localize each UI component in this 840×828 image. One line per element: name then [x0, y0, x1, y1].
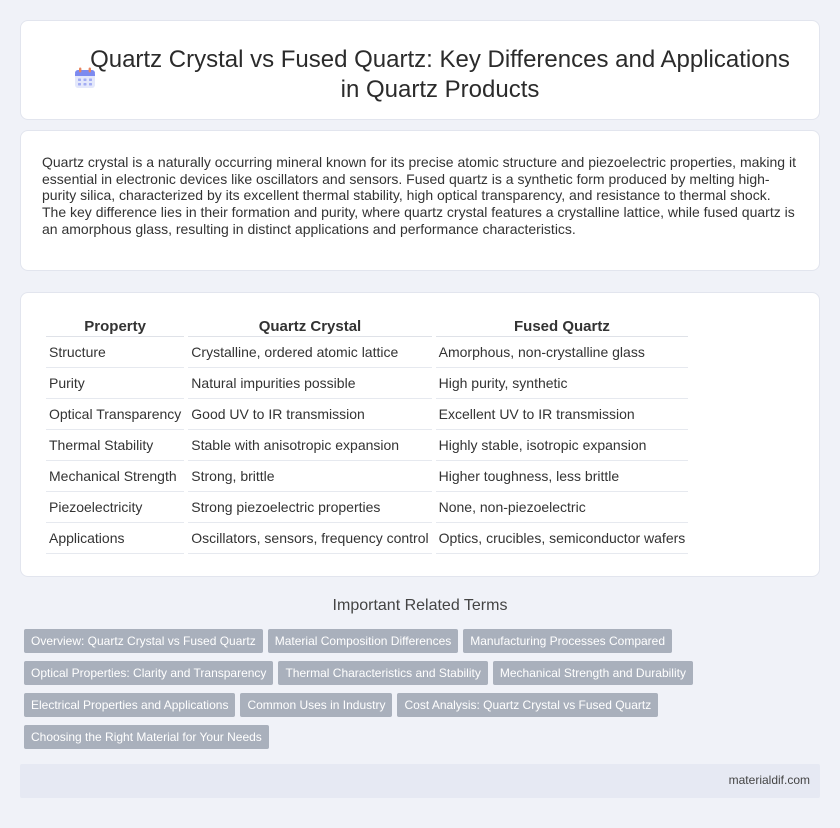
page-title: Quartz Crystal vs Fused Quartz: Key Differences and Applications in Quartz Products	[90, 46, 790, 103]
cell-property: Optical Transparency	[46, 399, 184, 430]
table-row	[46, 461, 688, 492]
table-row	[46, 337, 688, 368]
intro-paragraph: Quartz crystal is a naturally occurring mineral known for its precise atomic structure and piezoelectric properties, making it essential in electronic devices like oscillators and sensors. Fused quartz is a synthetic form produced by melting high-purity silica, characterized by its excellent thermal stability, high optical transparency, and resistance to thermal shock. The key difference lies in their formation and purity, where quartz crystal features a crystalline lattice, while fused quartz is an amorphous glass, resulting in distinct applications and performance characteristics.	[42, 154, 796, 237]
table-row	[46, 523, 688, 554]
col-header-quartz-crystal: Quartz Crystal	[188, 316, 431, 337]
cell-fused-quartz: Highly stable, isotropic expansion	[436, 430, 689, 461]
related-terms-tags	[24, 629, 814, 757]
footer	[20, 764, 820, 798]
tag-mechanical-strength[interactable]: Mechanical Strength and Durability	[493, 661, 693, 685]
cell-property: Applications	[46, 523, 184, 554]
table-header-row	[46, 316, 688, 337]
col-header-property: Property	[46, 316, 184, 337]
tag-optical-properties[interactable]: Optical Properties: Clarity and Transparency	[24, 661, 273, 685]
cell-quartz-crystal: Good UV to IR transmission	[188, 399, 431, 430]
cell-property: Thermal Stability	[46, 430, 184, 461]
col-header-fused-quartz: Fused Quartz	[436, 316, 689, 337]
tag-overview[interactable]: Overview: Quartz Crystal vs Fused Quartz	[24, 629, 263, 653]
cell-fused-quartz: Amorphous, non-crystalline glass	[436, 337, 689, 368]
footer-site-link[interactable]: materialdif.com	[728, 773, 810, 787]
cell-quartz-crystal: Natural impurities possible	[188, 368, 431, 399]
cell-fused-quartz: Excellent UV to IR transmission	[436, 399, 689, 430]
cell-quartz-crystal: Strong piezoelectric properties	[188, 492, 431, 523]
intro-card	[20, 130, 820, 271]
comparison-card	[20, 292, 820, 577]
tag-choosing-material[interactable]: Choosing the Right Material for Your Needs	[24, 725, 269, 749]
cell-property: Mechanical Strength	[46, 461, 184, 492]
cell-quartz-crystal: Crystalline, ordered atomic lattice	[188, 337, 431, 368]
table-row	[46, 492, 688, 523]
tag-thermal-characteristics[interactable]: Thermal Characteristics and Stability	[278, 661, 487, 685]
cell-quartz-crystal: Stable with anisotropic expansion	[188, 430, 431, 461]
table-row	[46, 399, 688, 430]
cell-quartz-crystal: Strong, brittle	[188, 461, 431, 492]
tag-common-uses[interactable]: Common Uses in Industry	[240, 693, 392, 717]
tag-manufacturing-processes[interactable]: Manufacturing Processes Compared	[463, 629, 672, 653]
cell-fused-quartz: Higher toughness, less brittle	[436, 461, 689, 492]
cell-property: Piezoelectricity	[46, 492, 184, 523]
cell-quartz-crystal: Oscillators, sensors, frequency control	[188, 523, 431, 554]
tag-cost-analysis[interactable]: Cost Analysis: Quartz Crystal vs Fused Quartz	[397, 693, 658, 717]
cell-property: Purity	[46, 368, 184, 399]
comparison-table	[42, 316, 692, 554]
cell-fused-quartz: None, non-piezoelectric	[436, 492, 689, 523]
cell-fused-quartz: High purity, synthetic	[436, 368, 689, 399]
tag-electrical-properties[interactable]: Electrical Properties and Applications	[24, 693, 235, 717]
table-row	[46, 430, 688, 461]
cell-fused-quartz: Optics, crucibles, semiconductor wafers	[436, 523, 689, 554]
header-card	[20, 20, 820, 120]
tag-material-composition[interactable]: Material Composition Differences	[268, 629, 459, 653]
table-row	[46, 368, 688, 399]
related-terms-title: Important Related Terms	[332, 597, 508, 614]
cell-property: Structure	[46, 337, 184, 368]
